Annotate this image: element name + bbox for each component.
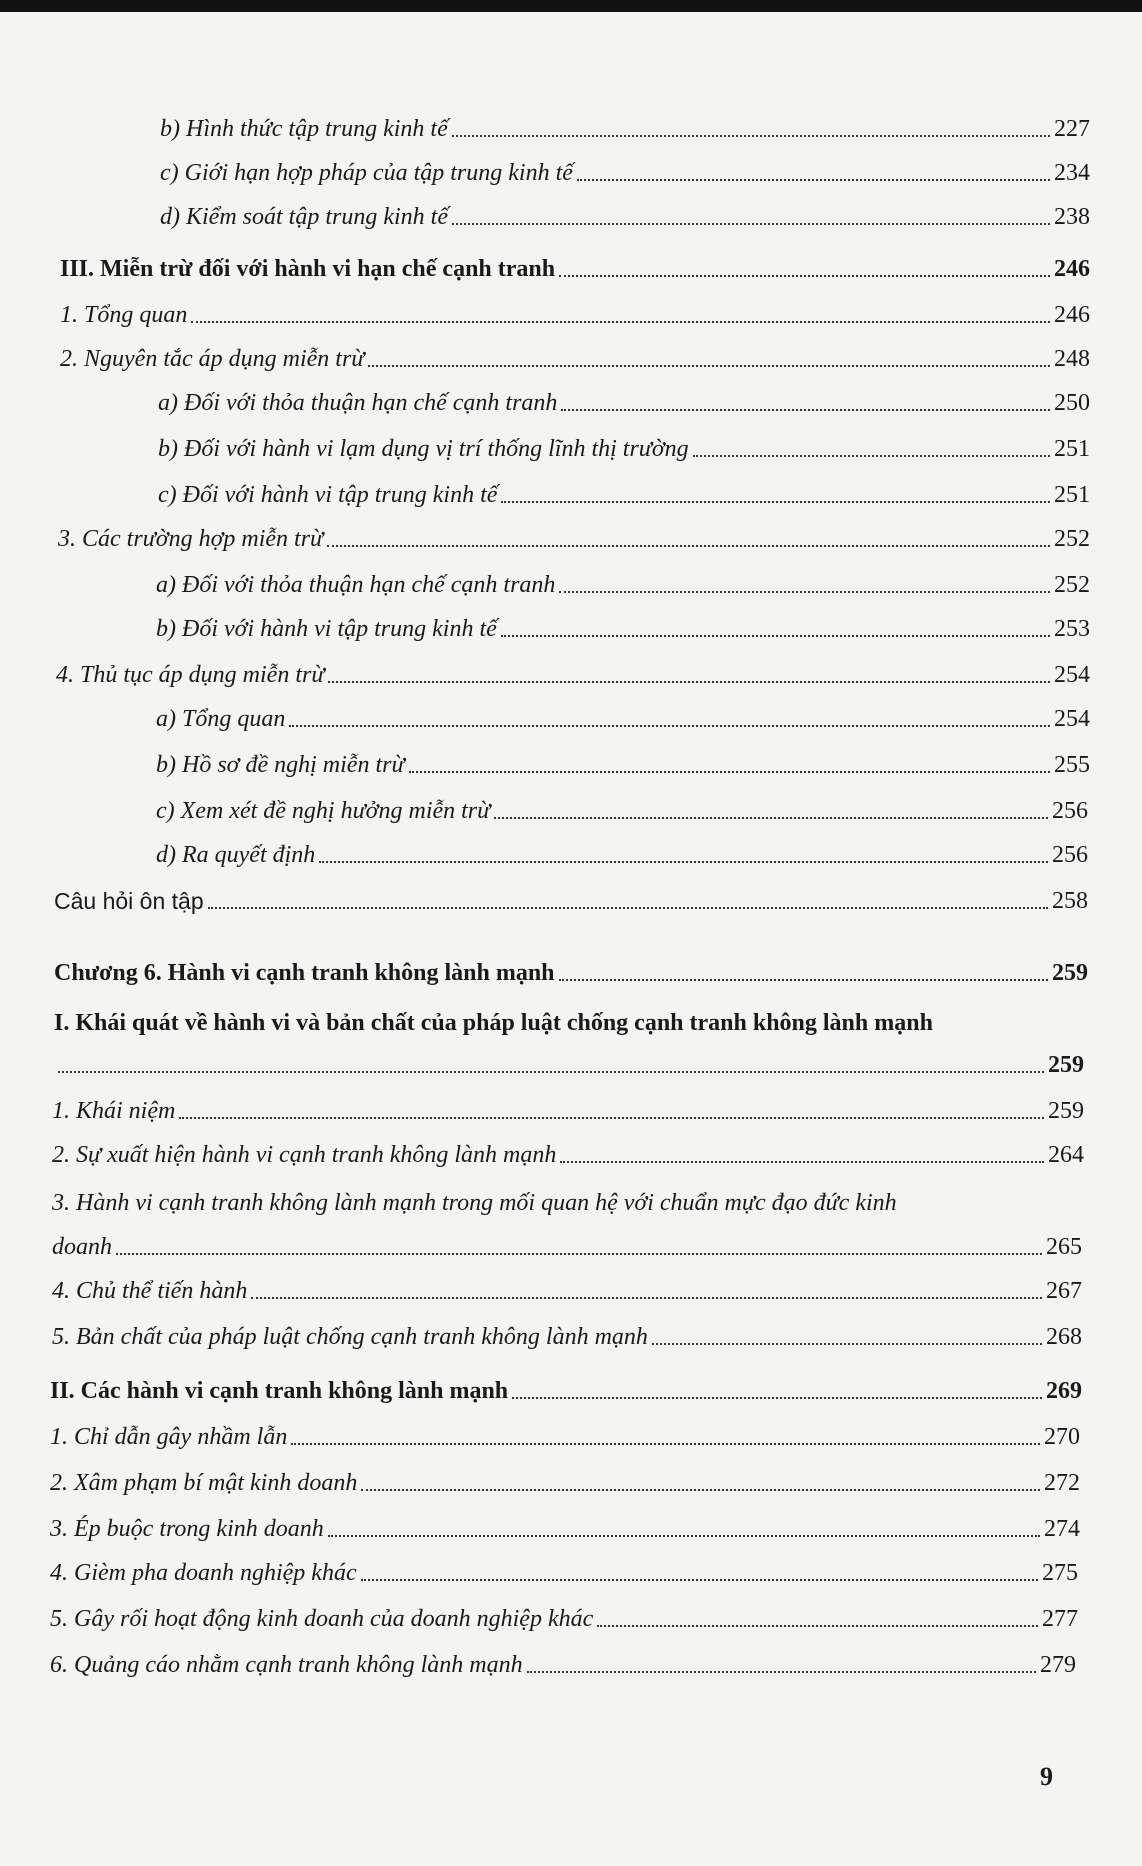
toc-entry-label: 2. Sự xuất hiện hành vi cạnh tranh không lành mạnh [52, 1142, 557, 1168]
toc-entry-page: 246 [1054, 302, 1090, 328]
toc-entry-label: 5. Bản chất của pháp luật chống cạnh tranh không lành mạnh [52, 1324, 648, 1350]
toc-entry[interactable] [50, 1504, 1080, 1544]
dot-leader [409, 771, 1050, 773]
toc-entry-page: 246 [1054, 256, 1090, 282]
toc-entry-page: 267 [1046, 1278, 1082, 1304]
toc-entry-label: 1. Khái niệm [52, 1098, 176, 1124]
toc-entry[interactable] [50, 1594, 1078, 1634]
toc-entry-page: 275 [1042, 1560, 1078, 1586]
toc-entry-label: d) Kiểm soát tập trung kinh tế [160, 204, 448, 230]
toc-entry-page: 272 [1044, 1470, 1080, 1496]
toc-entry-label: Câu hỏi ôn tập [54, 888, 204, 914]
dot-leader [577, 179, 1050, 181]
toc-entry-label-line2: doanh [52, 1234, 112, 1260]
dot-leader [116, 1253, 1042, 1255]
toc-entry[interactable] [52, 1222, 1082, 1262]
toc-entry-label: 1. Chỉ dẫn gây nhầm lẫn [50, 1424, 288, 1450]
toc-entry-label-line1: I. Khái quát về hành vi và bản chất của pháp luật chống cạnh tranh không lành mạnh [54, 1010, 933, 1036]
toc-entry[interactable] [52, 1312, 1082, 1352]
dot-leader [191, 321, 1050, 323]
dot-leader [291, 1443, 1040, 1445]
dot-leader [328, 681, 1050, 683]
toc-entry[interactable] [60, 244, 1090, 284]
toc-entry[interactable] [50, 1640, 1076, 1680]
toc-entry-page: 234 [1054, 160, 1090, 186]
toc-entry[interactable] [50, 1366, 1082, 1406]
toc-entry-label: a) Đối với thỏa thuận hạn chế cạnh tranh [156, 572, 556, 598]
toc-entry-page: 250 [1054, 390, 1090, 416]
toc-entry[interactable] [156, 786, 1088, 826]
toc-entry[interactable] [156, 740, 1090, 780]
toc-entry-label: a) Đối với thỏa thuận hạn chế cạnh tranh [158, 390, 558, 416]
toc-entry[interactable] [58, 514, 1090, 554]
toc-entry-label: 3. Ép buộc trong kinh doanh [50, 1516, 324, 1542]
dot-leader [501, 501, 1050, 503]
toc-entry-label: Chương 6. Hành vi cạnh tranh không lành mạnh [54, 960, 555, 986]
toc-entry-page: 254 [1054, 662, 1090, 688]
toc-entry-label: d) Ra quyết định [156, 842, 316, 868]
toc-entry[interactable] [54, 1040, 1084, 1080]
toc-entry[interactable] [52, 1086, 1084, 1126]
toc-entry-page: 253 [1054, 616, 1090, 642]
toc-entry-label: II. Các hành vi cạnh tranh không lành mạnh [50, 1378, 509, 1404]
dot-leader [361, 1489, 1040, 1491]
toc-entry-label: b) Hồ sơ đề nghị miễn trừ [156, 752, 405, 778]
dot-leader [512, 1397, 1042, 1399]
dot-leader [452, 135, 1050, 137]
toc-entry-page: 279 [1040, 1652, 1076, 1678]
toc-entry-page: 251 [1054, 436, 1090, 462]
dot-leader [327, 545, 1050, 547]
toc-entry-page: 259 [1048, 1098, 1084, 1124]
toc-entry-label: b) Đối với hành vi tập trung kinh tế [156, 616, 497, 642]
toc-entry[interactable] [158, 424, 1090, 464]
toc-entry-label: 4. Thủ tục áp dụng miễn trừ [56, 662, 325, 688]
toc-entry[interactable] [156, 604, 1090, 644]
toc-entry-label: c) Xem xét đề nghị hưởng miễn trừ [156, 798, 491, 824]
toc-entry-page: 274 [1044, 1516, 1080, 1542]
toc-entry[interactable] [160, 104, 1090, 144]
dot-leader [501, 635, 1050, 637]
toc-entry-label: 2. Xâm phạm bí mật kinh doanh [50, 1470, 358, 1496]
toc-entry[interactable] [156, 694, 1090, 734]
dot-leader [693, 455, 1050, 457]
toc-entry-label-line1: 3. Hành vi cạnh tranh không lành mạnh trong mối quan hệ với chuẩn mực đạo đức kinh [52, 1190, 897, 1216]
dot-leader [494, 817, 1048, 819]
toc-entry-page: 277 [1042, 1606, 1078, 1632]
toc-entry-label: 4. Gièm pha doanh nghiệp khác [50, 1560, 357, 1586]
toc-entry-label: III. Miễn trừ đối với hành vi hạn chế cạnh tranh [60, 256, 556, 282]
toc-entry-label: 6. Quảng cáo nhằm cạnh tranh không lành mạnh [50, 1652, 523, 1678]
toc-entry-label: 3. Các trường hợp miễn trừ [58, 526, 324, 552]
toc-entry-page: 256 [1052, 798, 1088, 824]
dot-leader [251, 1297, 1042, 1299]
dot-leader [597, 1625, 1038, 1627]
toc-entry[interactable] [156, 830, 1088, 870]
toc-entry-label: 5. Gây rối hoạt động kinh doanh của doanh nghiệp khác [50, 1606, 594, 1632]
toc-entry-label: 2. Nguyên tắc áp dụng miễn trừ [60, 346, 365, 372]
dot-leader [527, 1671, 1036, 1673]
toc-entry[interactable] [52, 1130, 1084, 1170]
toc-entry-label: 1. Tổng quan [60, 302, 188, 328]
dot-leader [368, 365, 1050, 367]
toc-entry[interactable] [60, 290, 1090, 330]
dot-leader [559, 979, 1048, 981]
toc-entry[interactable] [56, 650, 1090, 690]
toc-entry-page: 252 [1054, 526, 1090, 552]
toc-entry[interactable] [54, 948, 1088, 988]
dot-leader [652, 1343, 1042, 1345]
dot-leader [559, 591, 1050, 593]
toc-entry[interactable] [160, 148, 1090, 188]
toc-entry[interactable] [50, 1458, 1080, 1498]
toc-entry[interactable] [160, 192, 1090, 232]
toc-entry[interactable] [54, 876, 1088, 916]
toc-entry-page: 248 [1054, 346, 1090, 372]
dot-leader [179, 1117, 1044, 1119]
toc-entry-page: 269 [1046, 1378, 1082, 1404]
toc-entry-page: 259 [1052, 960, 1088, 986]
toc-entry-page: 268 [1046, 1324, 1082, 1350]
dot-leader [561, 409, 1050, 411]
toc-entry-label: 4. Chủ thể tiến hành [52, 1278, 248, 1304]
toc-entry-page: 258 [1052, 888, 1088, 914]
dot-leader [560, 1161, 1044, 1163]
toc-entry-page: 227 [1054, 116, 1090, 142]
dot-leader [361, 1579, 1038, 1581]
dot-leader [319, 861, 1048, 863]
dot-leader [208, 907, 1048, 909]
toc-entry-page: 265 [1046, 1234, 1082, 1260]
toc-entry[interactable] [158, 378, 1090, 418]
toc-entry-label: b) Hình thức tập trung kinh tế [160, 116, 448, 142]
toc-entry-page: 270 [1044, 1424, 1080, 1450]
toc-entry-label: b) Đối với hành vi lạm dụng vị trí thống lĩnh thị trường [158, 436, 689, 462]
page-number: 9 [1040, 1762, 1053, 1791]
toc-entry-page: 238 [1054, 204, 1090, 230]
dot-leader [58, 1071, 1044, 1073]
toc-entry-page: 256 [1052, 842, 1088, 868]
toc-entry[interactable] [50, 1548, 1078, 1588]
dot-leader [328, 1535, 1040, 1537]
toc-entry-label: c) Giới hạn hợp pháp của tập trung kinh tế [160, 160, 573, 186]
toc-entry[interactable] [156, 560, 1090, 600]
toc-entry-page: 259 [1048, 1052, 1084, 1078]
dot-leader [452, 223, 1050, 225]
toc-entry-page: 264 [1048, 1142, 1084, 1168]
toc-entry-page: 251 [1054, 482, 1090, 508]
toc-entry-label: a) Tổng quan [156, 706, 286, 732]
dot-leader [559, 275, 1050, 277]
dot-leader [289, 725, 1050, 727]
toc-entry[interactable] [52, 1266, 1082, 1306]
toc-entry-label: c) Đối với hành vi tập trung kinh tế [158, 482, 498, 508]
toc-entry-page: 255 [1054, 752, 1090, 778]
toc-entry-page: 252 [1054, 572, 1090, 598]
toc-entry[interactable] [50, 1412, 1080, 1452]
toc-entry[interactable] [158, 470, 1090, 510]
toc-entry[interactable] [60, 334, 1090, 374]
toc-entry-page: 254 [1054, 706, 1090, 732]
